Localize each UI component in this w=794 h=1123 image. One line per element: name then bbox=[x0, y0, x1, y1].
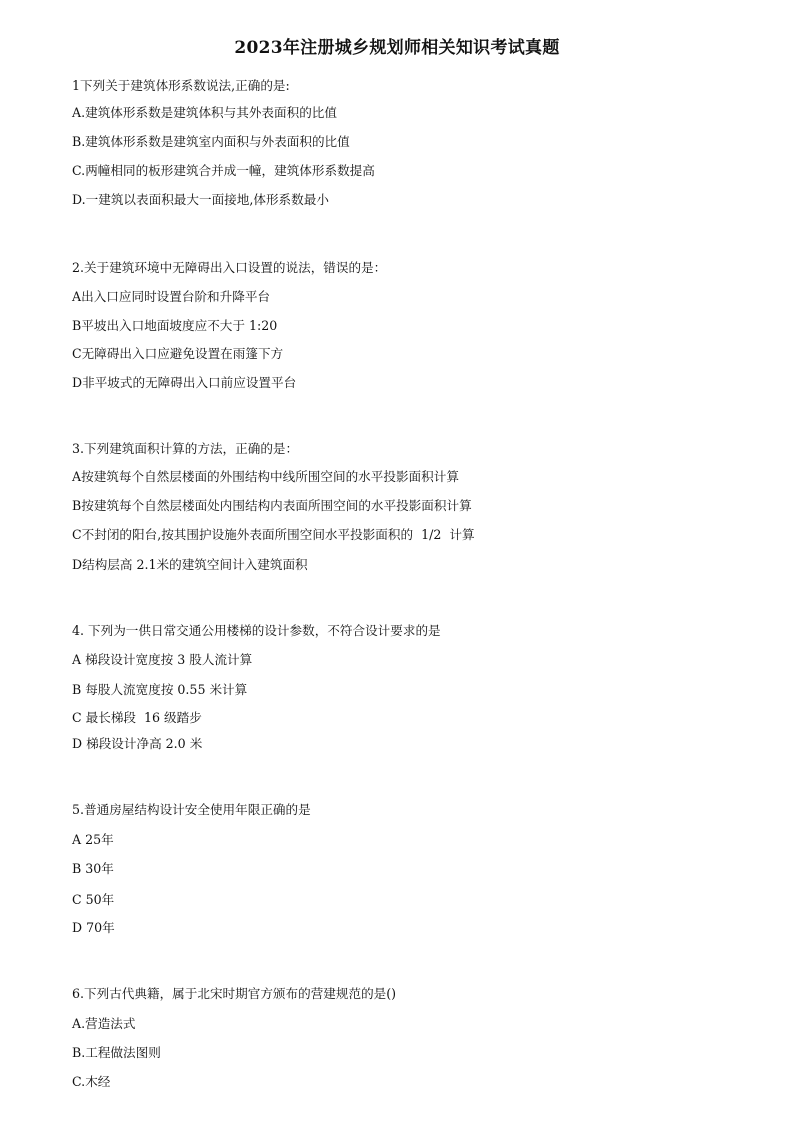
question-stem-4: 4. 下列为一供日常交通公用楼梯的设计参数，不符合设计要求的是 bbox=[72, 623, 441, 638]
question-1-option-c: C.两幢相同的板形建筑合并成一幢，建筑体形系数提高 bbox=[72, 163, 375, 178]
question-1-option-b: B.建筑体形系数是建筑室内面积与外表面积的比值 bbox=[72, 134, 350, 149]
page-title: 2023年注册城乡规划师相关知识考试真题 bbox=[234, 38, 560, 58]
question-3-option-a: A按建筑每个自然层楼面的外围结构中线所围空间的水平投影面积计算 bbox=[72, 469, 459, 484]
question-2-option-b: B平坡出入口地面坡度应不大于 1:20 bbox=[72, 318, 278, 333]
question-2-option-d: D非平坡式的无障碍出入口前应设置平台 bbox=[72, 375, 297, 390]
question-3-option-b: B按建筑每个自然层楼面处内围结构内表面所围空间的水平投影面积计算 bbox=[72, 498, 472, 513]
question-4-option-d: D 梯段设计净高 2.0 米 bbox=[72, 736, 203, 751]
question-2-option-a: A出入口应同时设置台阶和升降平台 bbox=[72, 289, 271, 304]
question-stem-3: 3.下列建筑面积计算的方法，正确的是： bbox=[72, 441, 299, 456]
question-5-option-d: D 70年 bbox=[72, 920, 115, 935]
question-stem-1: 1下列关于建筑体形系数说法,正确的是: bbox=[72, 78, 290, 93]
question-stem-6: 6.下列古代典籍，属于北宋时期官方颁布的营建规范的是() bbox=[72, 986, 397, 1001]
question-3-option-c: C不封闭的阳台,按其围护设施外表面所围空间水平投影面积的 1/2 计算 bbox=[72, 527, 475, 542]
question-5-option-a: A 25年 bbox=[72, 832, 114, 847]
question-4-option-a: A 梯段设计宽度按 3 股人流计算 bbox=[72, 652, 253, 667]
question-1-option-a: A.建筑体形系数是建筑体积与其外表面积的比值 bbox=[72, 105, 337, 120]
question-4-option-c: C 最长梯段 16 级踏步 bbox=[72, 710, 202, 725]
question-6-option-c: C.木经 bbox=[72, 1074, 111, 1089]
question-5-option-b: B 30年 bbox=[72, 861, 114, 876]
question-4-option-b: B 每股人流宽度按 0.55 米计算 bbox=[72, 682, 248, 697]
question-2-option-c: C无障碍出入口应避免设置在雨篷下方 bbox=[72, 346, 284, 361]
question-3-option-d: D结构层高 2.1米的建筑空间计入建筑面积 bbox=[72, 557, 308, 572]
question-5-option-c: C 50年 bbox=[72, 892, 115, 907]
question-6-option-a: A.营造法式 bbox=[72, 1016, 136, 1031]
question-stem-2: 2.关于建筑环境中无障碍出入口设置的说法，错误的是： bbox=[72, 260, 387, 275]
question-stem-5: 5.普通房屋结构设计安全使用年限正确的是 bbox=[72, 802, 311, 817]
question-6-option-b: B.工程做法图则 bbox=[72, 1045, 161, 1060]
question-1-option-d: D.一建筑以表面积最大一面接地,体形系数最小 bbox=[72, 192, 329, 207]
